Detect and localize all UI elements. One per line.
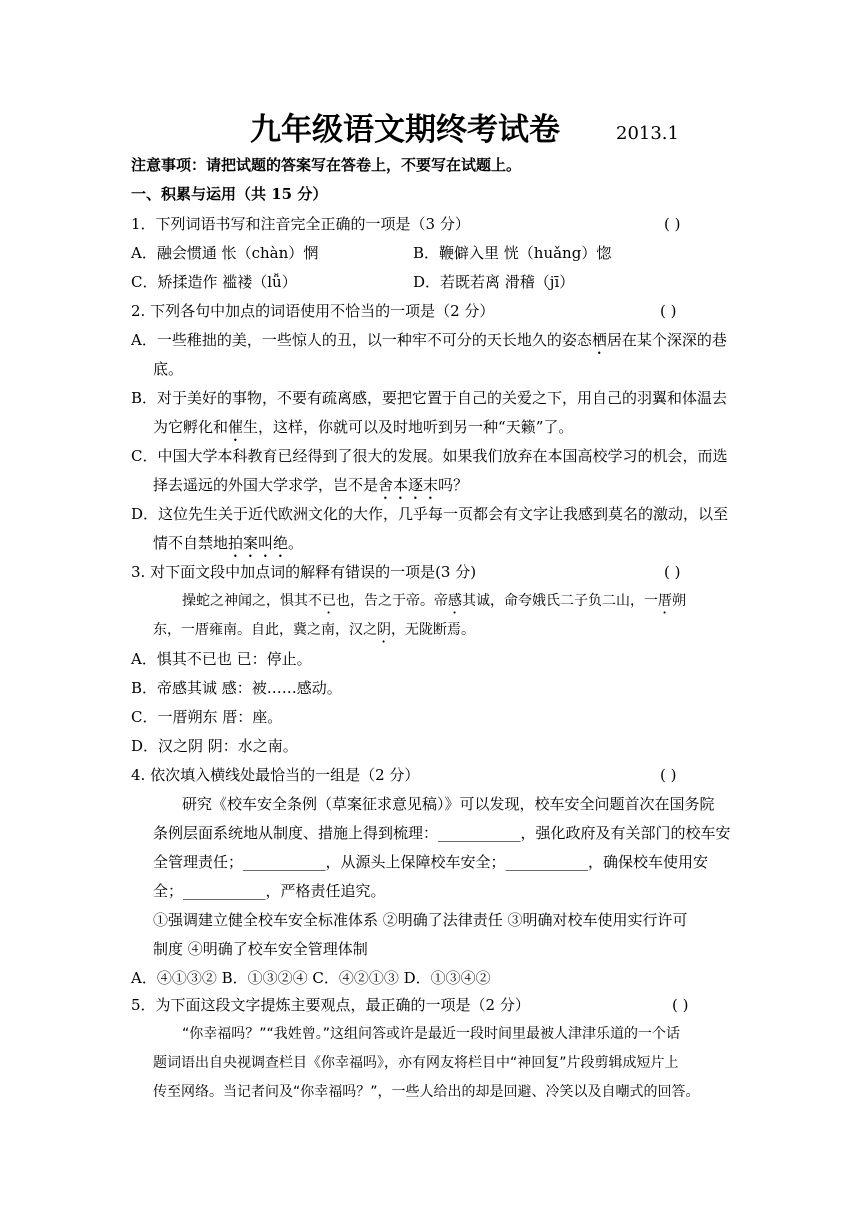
dotted-word: 栖 (591, 331, 607, 349)
text: ，无陇断焉。 (391, 622, 475, 638)
q3-passage-line1 (182, 591, 686, 617)
q2-option-c-line1: C．中国大学本科教育已经得到了很大的发展。如果我们放弃在本国高校学习的机会，而选 (131, 447, 728, 465)
dotted-word: 拍案叫绝 (228, 534, 289, 552)
q1-option-d: D．若既若离 滑稽（jī） (413, 273, 575, 291)
q4-answer-paren: ( ) (660, 766, 677, 784)
dotted-word: 厝 (658, 593, 672, 609)
q1-option-a: A．融会惯通 怅（chàn）惘 (131, 244, 319, 262)
q2-option-b-line2 (153, 417, 573, 445)
q2-option-a-line2: 底。 (153, 360, 184, 378)
text: A．一些稚拙的美，一些惊人的丑，以一种牢不可分的天长地久的姿态 (131, 331, 592, 349)
text: 。 (288, 534, 304, 552)
q5-answer-paren: ( ) (672, 996, 689, 1014)
q2-answer-paren: ( ) (660, 302, 677, 320)
q5-passage-line1: “你幸福吗？”“我姓曾。”这组问答或许是最近一段时间里最被人津津乐道的一个话 (182, 1026, 681, 1042)
q4-passage-line1: 研究《校车安全条例（草案征求意见稿）》可以发现，校车安全问题首次在国务院 (182, 795, 715, 813)
text: 其诚，命夸娥氏二子负二山，一 (462, 593, 658, 609)
text: 情不自禁地 (153, 534, 229, 552)
q4-options-line1: ①强调建立健全校车安全标准体系 ②明确了法律责任 ③明确对校车使用实行许可 (153, 911, 688, 929)
q4-passage-line4: 全；___________，严格责任追究。 (153, 882, 386, 900)
text: 操蛇之神闻之，惧其不 (182, 593, 322, 609)
page-title: 九年级语文期终考试卷 (250, 112, 560, 148)
q3-option-a: A．惧其不已也 已：停止。 (131, 650, 312, 668)
q4-stem: 4. 依次填入横线处最恰当的一组是（2 分） (131, 766, 420, 784)
text: 择去遥远的外国大学求学，岂不是 (153, 476, 379, 494)
q1-option-c: C．矫揉造作 褴褛（lǚ） (131, 273, 297, 291)
q2-stem: 2. 下列各句中加点的词语使用不恰当的一项是（2 分） (131, 302, 495, 320)
q4-choices: A．④①③② B．①③②④ C．④②①③ D．①③④② (131, 969, 491, 987)
dotted-word: 感 (448, 593, 462, 609)
dotted-word: 阴 (377, 622, 391, 638)
text: 为它孵化和 (153, 418, 229, 436)
q2-option-a-line1 (131, 330, 727, 358)
text: 也，告之于帝。帝 (336, 593, 448, 609)
q1-stem: 1．下列词语书写和注音完全正确的一项是（3 分） (131, 215, 470, 233)
exam-date: 2013.1 (616, 123, 679, 144)
q2-option-d-line2 (153, 533, 303, 561)
text: 生，这样，你就可以及时地听到另一种“天籁”了。 (243, 418, 574, 436)
q2-option-c-line2 (153, 475, 468, 503)
q3-option-c: C．一厝朔东 厝：座。 (131, 708, 283, 726)
text: 吗？ (438, 476, 469, 494)
q1-answer-paren: ( ) (664, 215, 681, 233)
q2-option-b-line1: B．对于美好的事物，不要有疏离感，要把它置于自己的关爱之下，用自己的羽翼和体温去 (131, 389, 728, 407)
q3-answer-paren: ( ) (664, 563, 681, 581)
notice: 注意事项：请把试题的答案写在答卷上，不要写在试题上。 (131, 156, 522, 174)
dotted-word: 舍本逐末 (378, 476, 439, 494)
q1-option-b: B．鞭僻入里 恍（huǎng）惚 (413, 244, 612, 262)
q3-stem: 3. 对下面文段中加点词的解释有错误的一项是(3 分) (131, 563, 477, 581)
text: 居在某个深深的巷 (606, 331, 727, 349)
q5-passage-line2: 题词语出自央视调查栏目《你幸福吗》，亦有网友将栏目中“神回复”片段剪辑成短片上 (153, 1055, 679, 1071)
dotted-word: 已 (322, 593, 336, 609)
q5-stem: 5．为下面这段文字提炼主要观点，最正确的一项是（2 分） (131, 996, 530, 1014)
q3-passage-line2 (153, 620, 475, 646)
section-heading: 一、积累与运用（共 15 分） (131, 185, 328, 203)
text: 朔 (672, 593, 686, 609)
q4-passage-line2: 条例层面系统地从制度、措施上得到梳理：___________，强化政府及有关部门的校车安 (153, 824, 731, 842)
dotted-word: 催 (228, 418, 244, 436)
q3-option-d: D．汉之阴 阴：水之南。 (131, 737, 298, 755)
q4-passage-line3: 全管理责任；___________，从源头上保障校车安全；___________，确保校车使用安 (153, 853, 709, 871)
q2-option-d-line1: D．这位先生关于近代欧洲文化的大作，几乎每一页都会有文字让我感到莫名的激动，以至 (131, 505, 729, 523)
text: 东，一厝雍南。自此，冀之南，汉之 (153, 622, 377, 638)
q3-option-b: B．帝感其诚 感：被……感动。 (131, 679, 342, 697)
q5-passage-line3: 传至网络。当记者问及“你幸福吗？”，一些人给出的却是回避、冷笑以及自嘲式的回答。 (153, 1084, 700, 1100)
q4-options-line2: 制度 ④明确了校车安全管理体制 (153, 940, 368, 958)
